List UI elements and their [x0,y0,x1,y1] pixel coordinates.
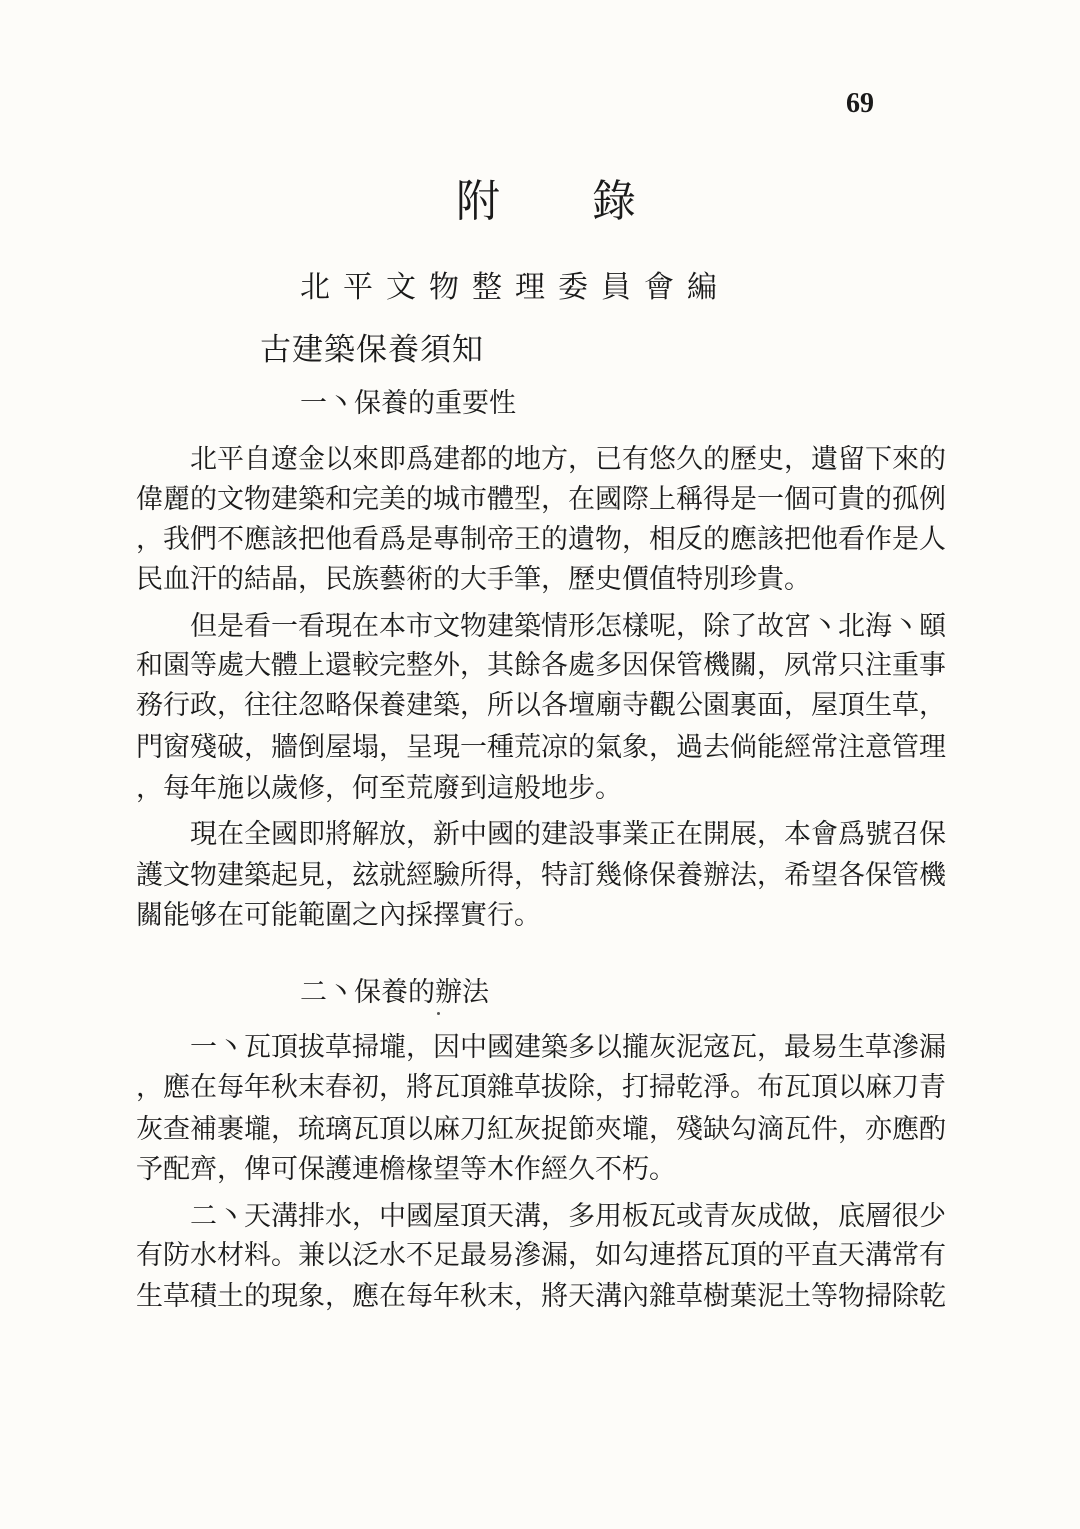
paragraph-line: ，每年施以歲修，何至荒廢到這般地步。 [136,773,622,804]
paragraph-line: 護文物建築起見，玆就經驗所得，特訂幾條保養辦法，希望各保管機 [136,860,946,891]
paragraph-line: 務行政，往往忽略保養建築，所以各壇廟寺觀公園裏面，屋頂生草， [136,690,946,721]
paragraph-line: 民血汗的結晶，民族藝術的大手筆，歷史價值特別珍貴。 [136,564,811,595]
paragraph-line: 生草積土的現象，應在每年秋末，將天溝內雜草樹葉泥土等物掃除乾 [136,1281,946,1312]
paragraph-line: 現在全國即將解放，新中國的建設事業正在開展，本會爲號召保 [190,819,946,850]
paragraph-line: ，應在每年秋末春初，將瓦頂雜草拔除，打掃乾淨。布瓦頂以麻刀青 [136,1072,946,1103]
paragraph-line: 偉麗的文物建築和完美的城市體型，在國際上稱得是一個可貴的孤例 [136,484,946,515]
paragraph-line: 二丶天溝排水，中國屋頂天溝，多用板瓦或青灰成做，底層很少 [190,1201,946,1232]
document-subtitle: 古建築保養須知 [260,332,484,368]
paragraph-line: 門窗殘破，牆倒屋塌，呈現一種荒凉的氣象，過去倘能經常注意管理 [136,732,946,763]
paragraph-line: 北平自遼金以來即爲建都的地方，已有悠久的歷史，遺留下來的 [190,444,946,475]
paragraph-line: 予配齊，俾可保護連檐椽望等木作經久不朽。 [136,1154,676,1185]
paragraph-line: 關能够在可能範圍之內採擇實行。 [136,900,541,931]
editor-line: 北平文物整理委員會編 [300,270,730,305]
paragraph-line: 和園等處大體上還較完整外，其餘各處多因保管機關，夙常只注重事 [136,650,946,681]
title-char: 附 [456,176,500,227]
page-number: 69 [846,88,874,119]
paragraph-line: 但是看一看現在本市文物建築情形怎樣呢，除了故宮丶北海丶頤 [190,611,946,642]
paragraph-line: 有防水材料。兼以泛水不足最易滲漏，如勾連搭瓦頂的平直天溝常有 [136,1240,946,1271]
paragraph-line: 一丶瓦頂拔草掃壠，因中國建築多以攏灰泥宼瓦，最易生草滲漏 [190,1032,946,1063]
section-heading: 一丶保養的重要性 [300,388,516,419]
section-heading: 二丶保養的辦法 [300,977,489,1008]
paragraph-line: 灰查補裹壠，琉璃瓦頂以麻刀紅灰捉節夾壠，殘缺勾滴瓦件，亦應酌 [136,1114,946,1145]
paragraph-line: ，我們不應該把他看爲是專制帝王的遺物，相反的應該把他看作是人 [136,524,946,555]
page-title [456,165,636,229]
print-speck [437,1012,440,1015]
title-char: 錄 [592,176,636,227]
